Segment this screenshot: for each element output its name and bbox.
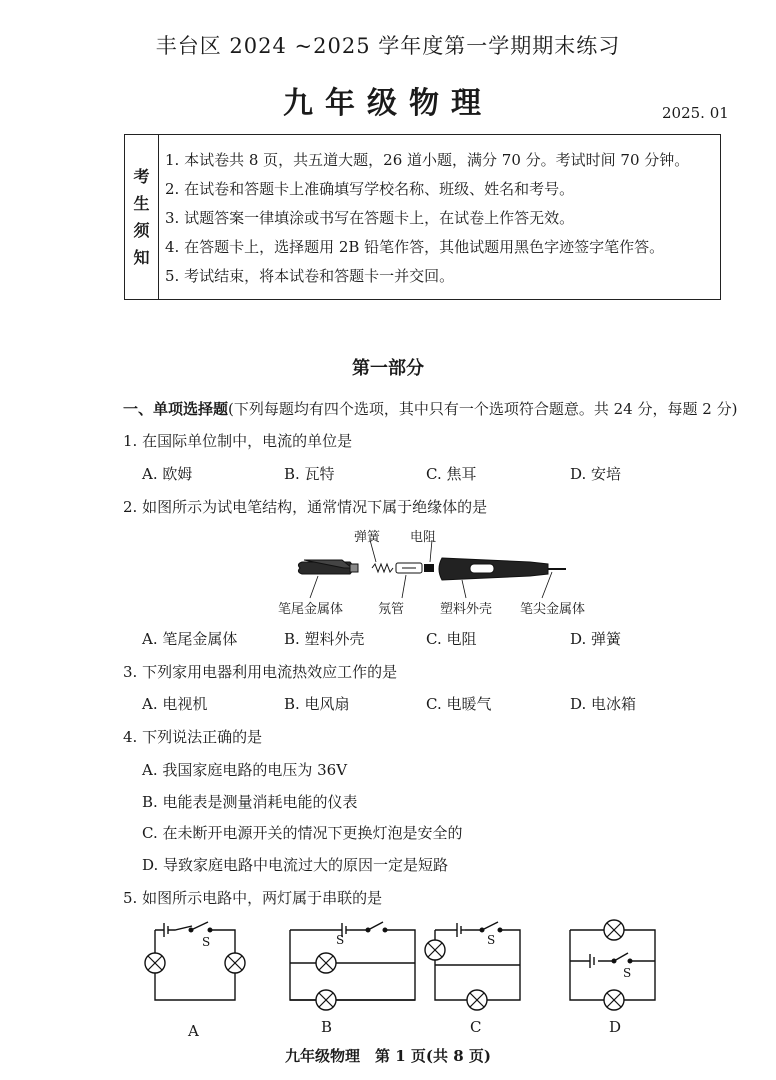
notice-label <box>125 135 159 299</box>
label-tip-metal: 笔尖金属体 <box>520 602 586 617</box>
circuit-d <box>570 920 655 1010</box>
question-stem: 1. 在国际单位制中，电流的单位是 <box>123 432 353 450</box>
circuit-label-a: A <box>188 1022 199 1040</box>
option: B. 电风扇 <box>284 695 350 713</box>
question-stem: 4. 下列说法正确的是 <box>123 728 263 746</box>
pen-window <box>470 564 494 573</box>
switch-label-a: S <box>202 935 211 949</box>
notice-label-char: 知 <box>133 248 150 267</box>
option: C. 电阻 <box>426 630 477 648</box>
notice-item: 5. 考试结束，将本试卷和答题卡一并交回。 <box>165 267 455 285</box>
subject-title: 九年级物理 <box>283 86 493 121</box>
switch-label-b: S <box>336 933 345 947</box>
candidate-notice-box <box>124 134 721 300</box>
option: D. 弹簧 <box>570 630 622 648</box>
option: B. 电能表是测量消耗电能的仪表 <box>142 793 358 811</box>
option: A. 欧姆 <box>142 465 193 483</box>
circuit-label-d: D <box>609 1018 622 1036</box>
spring-coil <box>372 564 393 572</box>
notice-item: 4. 在答题卡上，选择题用 2B 铅笔作答，其他试题用黑色字迹签字笔作答。 <box>165 238 665 256</box>
instruction-head: 一、单项选择题 <box>123 400 229 418</box>
switch-label-d: S <box>623 966 632 980</box>
option: C. 在未断开电源开关的情况下更换灯泡是安全的 <box>142 824 463 842</box>
circuit-label-c: C <box>470 1018 482 1036</box>
label-resistor: 电阻 <box>410 530 437 545</box>
option: C. 焦耳 <box>426 465 477 483</box>
circuit-c <box>425 922 520 1010</box>
notice-item: 3. 试题答案一律填涂或书写在答题卡上，在试卷上作答无效。 <box>165 209 575 227</box>
option: B. 塑料外壳 <box>284 630 365 648</box>
question-stem: 5. 如图所示电路中，两灯属于串联的是 <box>123 889 383 907</box>
circuit-a <box>145 922 245 1000</box>
label-spring: 弹簧 <box>354 530 381 545</box>
option: A. 电视机 <box>142 695 208 713</box>
label-tail-metal: 笔尾金属体 <box>278 602 344 617</box>
switch-label-c: S <box>487 933 496 947</box>
option: A. 笔尾金属体 <box>142 630 238 648</box>
exam-header-title: 丰台区 2024 ~2025 学年度第一学期期末练习 <box>155 34 621 58</box>
notice-item: 2. 在试卷和答题卡上准确填写学校名称、班级、姓名和考号。 <box>165 180 575 198</box>
option: D. 电冰箱 <box>570 695 637 713</box>
instruction-body: (下列每题均有四个选项，其中只有一个选项符合题意。共 24 分，每题 2 分) <box>228 400 738 418</box>
option: D. 安培 <box>570 465 622 483</box>
page-footer: 九年级物理 第 1 页(共 8 页) <box>285 1047 491 1065</box>
circuit-label-b: B <box>321 1018 333 1036</box>
option: D. 导致家庭电路中电流过大的原因一定是短路 <box>142 856 449 874</box>
circuit-diagrams <box>130 915 670 1025</box>
notice-label-char: 生 <box>133 194 150 213</box>
circuit-b <box>290 922 415 1010</box>
notice-label-char: 考 <box>133 167 150 186</box>
section-title: 第一部分 <box>352 358 424 379</box>
option: C. 电暖气 <box>426 695 492 713</box>
pen-tail-end <box>350 564 358 572</box>
label-neon-tube: 氖管 <box>378 602 405 617</box>
option: B. 瓦特 <box>284 465 335 483</box>
exam-date: 2025. 01 <box>662 104 729 122</box>
question-stem: 2. 如图所示为试电笔结构，通常情况下属于绝缘体的是 <box>123 498 488 516</box>
section-instruction <box>123 398 737 419</box>
option: A. 我国家庭电路的电压为 36V <box>142 761 348 779</box>
question-stem: 3. 下列家用电器利用电流热效应工作的是 <box>123 663 398 681</box>
label-plastic-shell: 塑料外壳 <box>440 602 493 617</box>
notice-label-char: 须 <box>133 221 150 240</box>
notice-item: 1. 本试卷共 8 页，共五道大题，26 道小题，满分 70 分。考试时间 70 分钟。 <box>165 151 690 169</box>
resistor <box>424 564 434 572</box>
